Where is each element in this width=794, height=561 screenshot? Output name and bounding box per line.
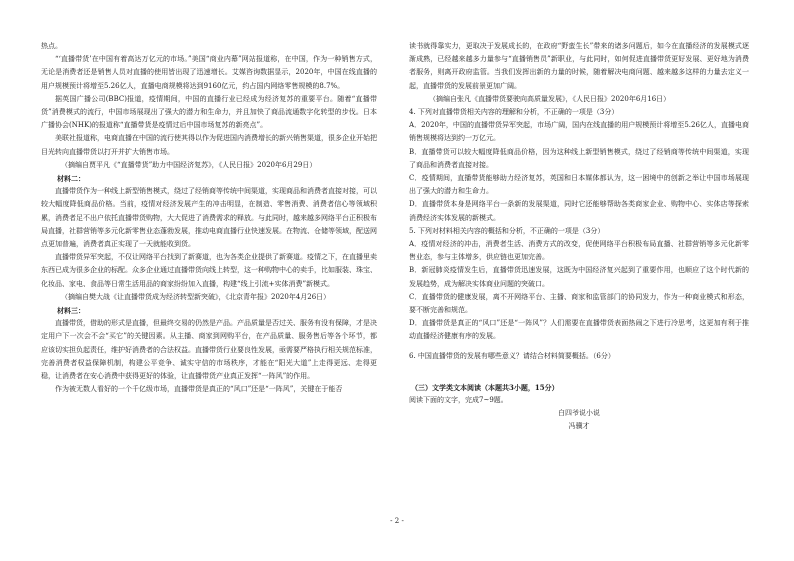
answer-option: C．直播带货的健康发展，离不开网络平台、主播、商家和监管部门的协同发力，作为一种商业模式和形态，要不断完善和规范。	[409, 292, 749, 315]
answer-option: B．直播带货可以较大幅度降低商品价格，因为这种线上新型销售模式，绕过了经销商等传统中间渠道，实现了商品和消费者直接对接。	[409, 147, 749, 169]
body-paragraph: 美联社报道称，电商直播在中国的流行使其得以作为促进国内消费增长的新兴销售渠道，很多企业开始把目光转向直播带货以打开并扩大销售市场。	[41, 134, 377, 156]
answer-option: D．直播带货是真正的“风口”还是“一阵风”？人们需要在直播带货表面热闹之下进行冷思考，这更加有利于推动直播经济健康有序的发展。	[409, 319, 749, 341]
material-heading: 材料三：	[57, 306, 85, 316]
answer-option: A．疫情对经济的冲击，消费者生活、消费方式的改变，促使网络平台积极布局直播、社群营销等多元化新零售业态，参与主体增多，供应链也更加完善。	[409, 240, 749, 262]
source-citation: （摘编自樊大战《让直播带货成为经济转型新突破》，《北京青年报》2020年4月26日）	[61, 292, 331, 301]
story-title: 白四爷说小说	[558, 409, 600, 418]
question-stem: 4. 下列对直播带货相关内容的理解和分析，不正确的一项是（3分）	[409, 108, 619, 117]
body-paragraph: 作为被无数人看好的一个千亿级市场，直播带货是真正的“风口”还是“一阵风”，关键在于能否	[55, 385, 343, 394]
answer-option: B．新冠肺炎疫情发生后，直播带货迅速发展，这既为中国经济复兴起到了重要作用，也顺应了这个时代新的发展趋势，成为解决实体商业问题的突破口。	[409, 266, 749, 288]
body-paragraph: 直播带货作为一种线上新型销售模式，绕过了经销商等传统中间渠道，实现商品和消费者直接对接，可以较大幅度降低商品价格。当前，疫情对经济发展产生的冲击明显，在制造、零售消费、消费者信心等领域积累，消费者足不出户依托直播带货购物，大大促进了消费需求的释放。与此同时，越来越多网络平台正积极布局直播，社群营销等多元化新零售业态蓬勃发展，推动电商直播行业快速发展。在物流、仓储等领域，配送网点更加普遍，消费者真正实现了一天就能收到货。	[41, 187, 377, 249]
body-paragraph: 阅读下面的文字，完成7~9题。	[409, 396, 508, 405]
question-stem: 5. 下列对材料相关内容的概括和分析，不正确的一项是（3分）	[409, 226, 605, 235]
body-paragraph: 读书就得靠实力，更取决于发展成长的，在政府“野蛮生长”带来的诸多问题后，如今在直播经济的发展模式逐渐成熟，已经越来越多力量参与“直播销售员”新职业，与此同时，如何促进直播带货更好发展、更好地为消费者服务，则离开政府监管。当我们发挥出新的力量的时候，随着解决电商问题、越来越多这样的力量去定义一起，直播带货的发展前景更加广阔。	[409, 42, 749, 90]
body-paragraph: “‘直播带货’在中国有着高达万亿元的市场。”美国“商业内幕”网站报道称，在中国，作为一种销售方式，无论是消费者还是销售人员对直播的使用皆出现了迅速增长。艾媒咨询数据显示，2020年，中国在线直播的用户规模预计将增至5.26亿人，直播电商规模将达到9160亿元，约占国内网络零售规模的8.7%。	[41, 55, 377, 90]
section-heading: （三）文学类文本阅读（本题共3小题，15分）	[411, 382, 559, 392]
page-number: - 2 -	[390, 517, 404, 525]
question-stem: 6. 中国直播带货的发展有哪些意义？请结合材料简要概括。（6分）	[409, 351, 615, 360]
body-paragraph: 据英国广播公司(BBC)报道，疫情期间，中国的直播行业已经成为经济复苏的重要平台。随着“直播带货”消费模式的流行，中国市场展现出了强大的潜力和生命力，并且加快了商品流通数字化转型的步伐。日本广播协会(NHK)的报道称“直播带货是疫情过后中国市场复苏的新亮点”。	[41, 94, 377, 130]
story-author: 冯骥才	[568, 422, 590, 431]
body-paragraph: 直播带货，借助的形式是直播，但最终交易的仍然是产品。产品质量是否过关、服务有没有保障，才是决定用户下一次会不会“买它”的关键因素。从主播、商家到网购平台，在产品质量、服务售后等各个环节，都应该切实担负起责任，维护好消费者的合法权益。直播带货行业要良性发展，亟需要严格执行相关规范标准，完善消费者权益保障机制，构建公平竞争、诚实守信的市场秩序，才能在“阳光大道”上走得更远、走得更稳，让消费者在安心消费中获得更好的体验，让直播带货产业真正发挥“一阵风”的作用。	[41, 319, 377, 381]
right-column	[409, 40, 749, 434]
answer-option: D．直播带货本身是网络平台一条新的发展渠道，同时它还能够帮助各类商家企业、购物中心、实体店等探索消费经济实体发展的新模式。	[409, 200, 749, 222]
body-paragraph: 直播带货异军突起，不仅让网络平台找到了新赛道，也为各类企业提供了新赛道。疫情之下，在直播里卖东西已成为很多企业的标配。众多企业通过直播带货向线上转型，这一种购物中心的卖手，比如服装、珠宝、化妆品、家电、食品等日常生活用品的商家纷纷加入直播，构建“线上引流+实体消费”新模式。	[41, 253, 377, 288]
answer-option: A．2020年，中国的直播带货异军突起，市场广阔，国内在线直播的用户规模预计将增至5.26亿人，直播电商销售规模将达到约一万亿元。	[409, 121, 749, 143]
left-column	[41, 40, 377, 396]
body-paragraph: 热点。	[41, 42, 62, 50]
answer-option: C．疫情期间，直播带货能够助力经济复苏，英国和日本媒体都认为，这一困境中的创新之举让中国市场展现出了强大的潜力和生命力。	[409, 174, 749, 196]
material-heading: 材料二：	[57, 174, 85, 184]
source-citation: （摘编自贾平凡《“直播带货”助力中国经济复苏》，《人民日报》2020年6月29日）	[61, 160, 317, 169]
answer-space	[409, 363, 749, 381]
source-citation: （摘编自张凡《直播带货要驶向高质量发展》，《人民日报》2020年6月16日）	[429, 94, 671, 103]
